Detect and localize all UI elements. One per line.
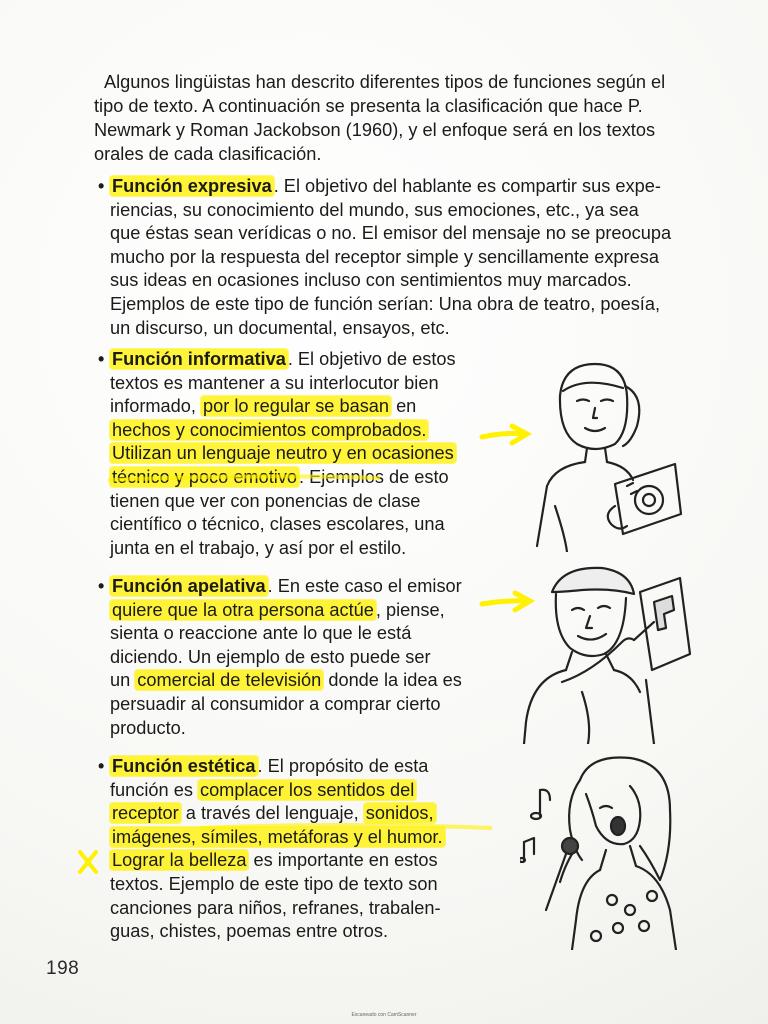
text-line: producto. bbox=[110, 717, 186, 738]
highlighted-text: receptor bbox=[112, 803, 179, 824]
text-line: sienta o reaccione ante lo que le está bbox=[110, 623, 412, 644]
highlighted-text: técnico y poco emotivo bbox=[112, 466, 298, 487]
text-line: es importante en estos bbox=[248, 850, 438, 871]
highlighted-text: imágenes, símiles, metáforas y el humor. bbox=[112, 826, 443, 847]
intro-line: orales de cada clasificación. bbox=[94, 144, 322, 164]
text-line: función es bbox=[110, 779, 198, 800]
text-line: . El propósito de esta bbox=[257, 756, 429, 776]
text-line: canciones para niños, refranes, trabalen- bbox=[110, 897, 441, 918]
text-line: informado, bbox=[110, 396, 201, 417]
heading-informativa: Función informativa bbox=[112, 349, 286, 369]
highlighted-text: Utilizan un lenguaje neutro y en ocasiones bbox=[112, 443, 454, 464]
underline-stroke bbox=[200, 825, 492, 828]
text-line: , piense, bbox=[375, 599, 445, 620]
intro-line: tipo de texto. A continuación se presenta la clasificación que hace P. bbox=[94, 96, 643, 116]
text-line: diciendo. Un ejemplo de esto puede ser bbox=[110, 646, 431, 667]
text-line: en bbox=[391, 396, 417, 417]
underline-stroke bbox=[108, 476, 380, 480]
text-line: mucho por la respuesta del receptor simple y sencillamente expresa bbox=[110, 246, 659, 267]
text-line: un bbox=[110, 670, 136, 691]
text-line: . El objetivo de estos bbox=[287, 349, 456, 369]
text-line: riencias, su conocimiento del mundo, sus emociones, etc., ya sea bbox=[110, 199, 639, 220]
highlighted-text: Lograr la belleza bbox=[112, 850, 247, 871]
highlighted-text: complacer los sentidos del bbox=[199, 779, 415, 800]
highlighted-text: hechos y conocimientos comprobados. bbox=[112, 419, 427, 440]
text-line: . El objetivo del hablante es compartir sus expe- bbox=[273, 176, 661, 196]
text-line: persuadir al consumidor a comprar cierto bbox=[110, 693, 441, 714]
heading-expresiva: Función expresiva bbox=[112, 176, 272, 196]
text-line: Ejemplos de este tipo de función serían: Una obra de teatro, poesía, bbox=[110, 293, 661, 314]
highlighted-text: sonidos, bbox=[365, 803, 434, 824]
illustration-man-with-product bbox=[522, 562, 697, 744]
text-line: científico o técnico, clases escolares, una bbox=[110, 514, 445, 535]
text-line: sus ideas en ocasiones incluso con sentimientos muy marcados. bbox=[110, 270, 632, 291]
text-line: . En este caso el emisor bbox=[267, 576, 462, 596]
text-line: junta en el trabajo, y así por el estilo. bbox=[110, 537, 407, 558]
highlighted-text: comercial de televisión bbox=[137, 670, 322, 691]
text-line: tienen que ver con ponencias de clase bbox=[110, 490, 421, 511]
highlighted-text: quiere que la otra persona actúe bbox=[112, 599, 374, 620]
text-line: textos es mantener a su interlocutor bien bbox=[110, 372, 439, 393]
text-line: guas, chistes, poemas entre otros. bbox=[110, 921, 389, 942]
page-number: 198 bbox=[46, 958, 80, 979]
illustration-girl-with-tablet bbox=[515, 356, 685, 552]
bullet-icon: • bbox=[98, 576, 105, 596]
x-mark-icon bbox=[80, 852, 96, 872]
text-line: a través del lenguaje, bbox=[180, 803, 364, 824]
heading-estetica: Función estética bbox=[112, 756, 256, 776]
highlighted-text: por lo regular se basan bbox=[202, 396, 390, 417]
heading-apelativa: Función apelativa bbox=[112, 576, 266, 596]
scanner-note: Escaneado con CamScanner bbox=[351, 1012, 417, 1018]
illustration-singer bbox=[520, 750, 695, 950]
intro-line: Newmark y Roman Jackobson (1960), y el enfoque será en los textos bbox=[94, 120, 656, 140]
text-line: que éstas sean verídicas o no. El emisor del mensaje no se preocupa bbox=[110, 223, 672, 244]
bullet-icon: • bbox=[98, 176, 105, 196]
bullet-icon: • bbox=[98, 756, 105, 776]
text-line: un discurso, un documental, ensayos, etc. bbox=[110, 317, 450, 338]
bullet-icon: • bbox=[98, 349, 105, 369]
text-line: donde la idea es bbox=[323, 670, 462, 691]
intro-line: Algunos lingüistas han descrito diferentes tipos de funciones según el bbox=[104, 72, 666, 92]
text-line: . Ejemplos de esto bbox=[299, 466, 449, 487]
text-line: textos. Ejemplo de este tipo de texto son bbox=[110, 873, 438, 894]
